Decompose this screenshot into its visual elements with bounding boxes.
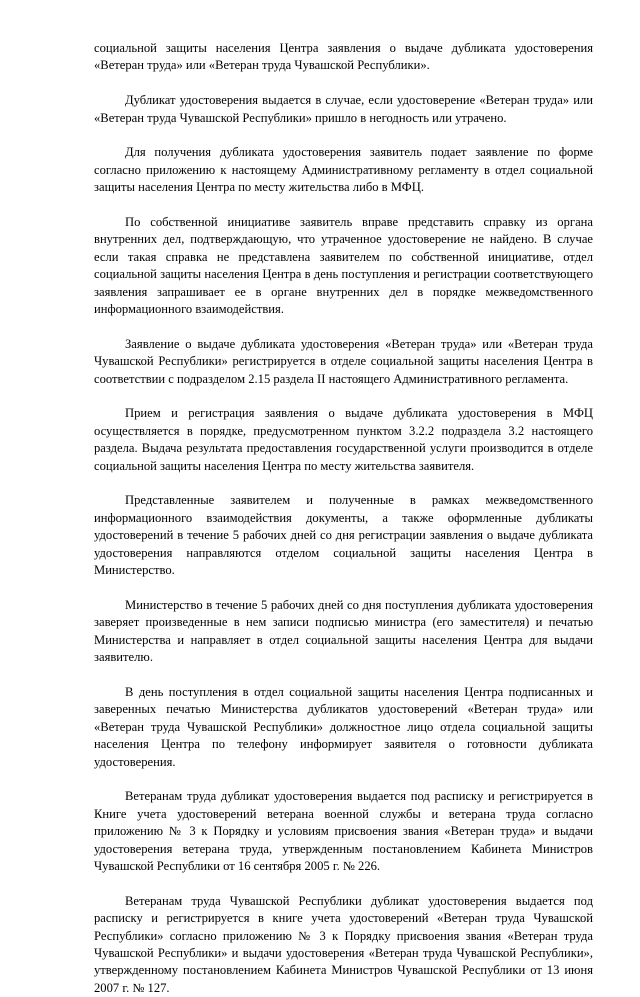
- paragraph-chuvash-veterans-issue: Ветеранам труда Чувашской Республики дубликат удостоверения выдается под расписку и регистрируется в книге учета удостоверений «Ветеран труда Чувашской Республики» согласно приложению № 3 к Порядку присвоения звания «Ветеран труда Чувашской Республики» и выдачи удостоверения «Ветеран труда Чувашской Республики», утвержденному постановлением Кабинета Министров Чувашской Республики от 13 июня 2007 г. № 127.: [94, 893, 593, 995]
- paragraph-documents-forwarding: Представленные заявителем и полученные в рамках межведомственного информационного взаимодействия документы, а также оформленные дубликаты удостоверений в течение 5 рабочих дней со дня регистрации заявления о выдаче дубликата удостоверения направляются отделом социальной защиты населения Центра в Министерство.: [94, 493, 593, 578]
- paragraph-applicant-notification: В день поступления в отдел социальной защиты населения Центра подписанных и заверенных печатью Министерства дубликатов удостоверений «Ветеран труда» или «Ветеран труда Чувашской Республики» должностное лицо отдела социальной защиты населения Центра по телефону информирует заявителя о готовности дубликата удостоверения.: [94, 684, 593, 769]
- paragraph-registration: Заявление о выдаче дубликата удостоверения «Ветеран труда» или «Ветеран труда Чувашской Республики» регистрируется в отделе социальной защиты населения Центра в соответствии с подразделом 2.15 раздела II настоящего Административного регламента.: [94, 336, 593, 386]
- paragraph-labor-veterans-issue: Ветеранам труда дубликат удостоверения выдается под расписку и регистрируется в Книге учета удостоверений ветерана военной службы и ветерана труда согласно приложению № 3 к Порядку и условиям присвоения звания «Ветеран труда» и выдачи удостоверения ветерана труда, утвержденным постановлением Кабинета Министров Чувашской Республики от 16 сентября 2005 г. № 226.: [94, 789, 593, 873]
- paragraph-ministry-certification: Министерство в течение 5 рабочих дней со дня поступления дубликата удостоверения заверяет произведенные в нем записи подписью министра (его заместителя) и печатью Министерства и направляет в отдел социальной защиты населения Центра для выдачи заявителю.: [94, 597, 593, 665]
- paragraph-application-submission: Для получения дубликата удостоверения заявитель подает заявление по форме согласно приложению к настоящему Административному регламенту в отдел социальной защиты населения Центра по месту жительства либо в МФЦ.: [94, 145, 593, 195]
- paragraph-duplicate-issue-cases: Дубликат удостоверения выдается в случае, если удостоверение «Ветеран труда» или «Ветеран труда Чувашской Республики» пришло в негодность или утрачено.: [94, 93, 593, 125]
- paragraph-continued: социальной защиты населения Центра заявления о выдаче дубликата удостоверения «Ветеран труда» или «Ветеран труда Чувашской Республики».: [94, 41, 593, 73]
- paragraph-police-certificate: По собственной инициативе заявитель вправе представить справку из органа внутренних дел, подтверждающую, что утраченное удостоверение не найдено. В случае если такая справка не представлена заявителем по собственной инициативе, отдел социальной защиты населения Центра в день поступления и регистрации соответствующего заявления запрашивает ее в органе внутренних дел в порядке межведомственного информационного взаимодействия.: [94, 215, 593, 317]
- paragraph-mfc-reception: Прием и регистрация заявления о выдаче дубликата удостоверения в МФЦ осуществляется в порядке, предусмотренном пунктом 3.2.2 подраздела 3.2 настоящего раздела. Выдача результата предоставления государственной услуги производится в отделе социальной защиты населения Центра по месту жительства заявителя.: [94, 406, 593, 473]
